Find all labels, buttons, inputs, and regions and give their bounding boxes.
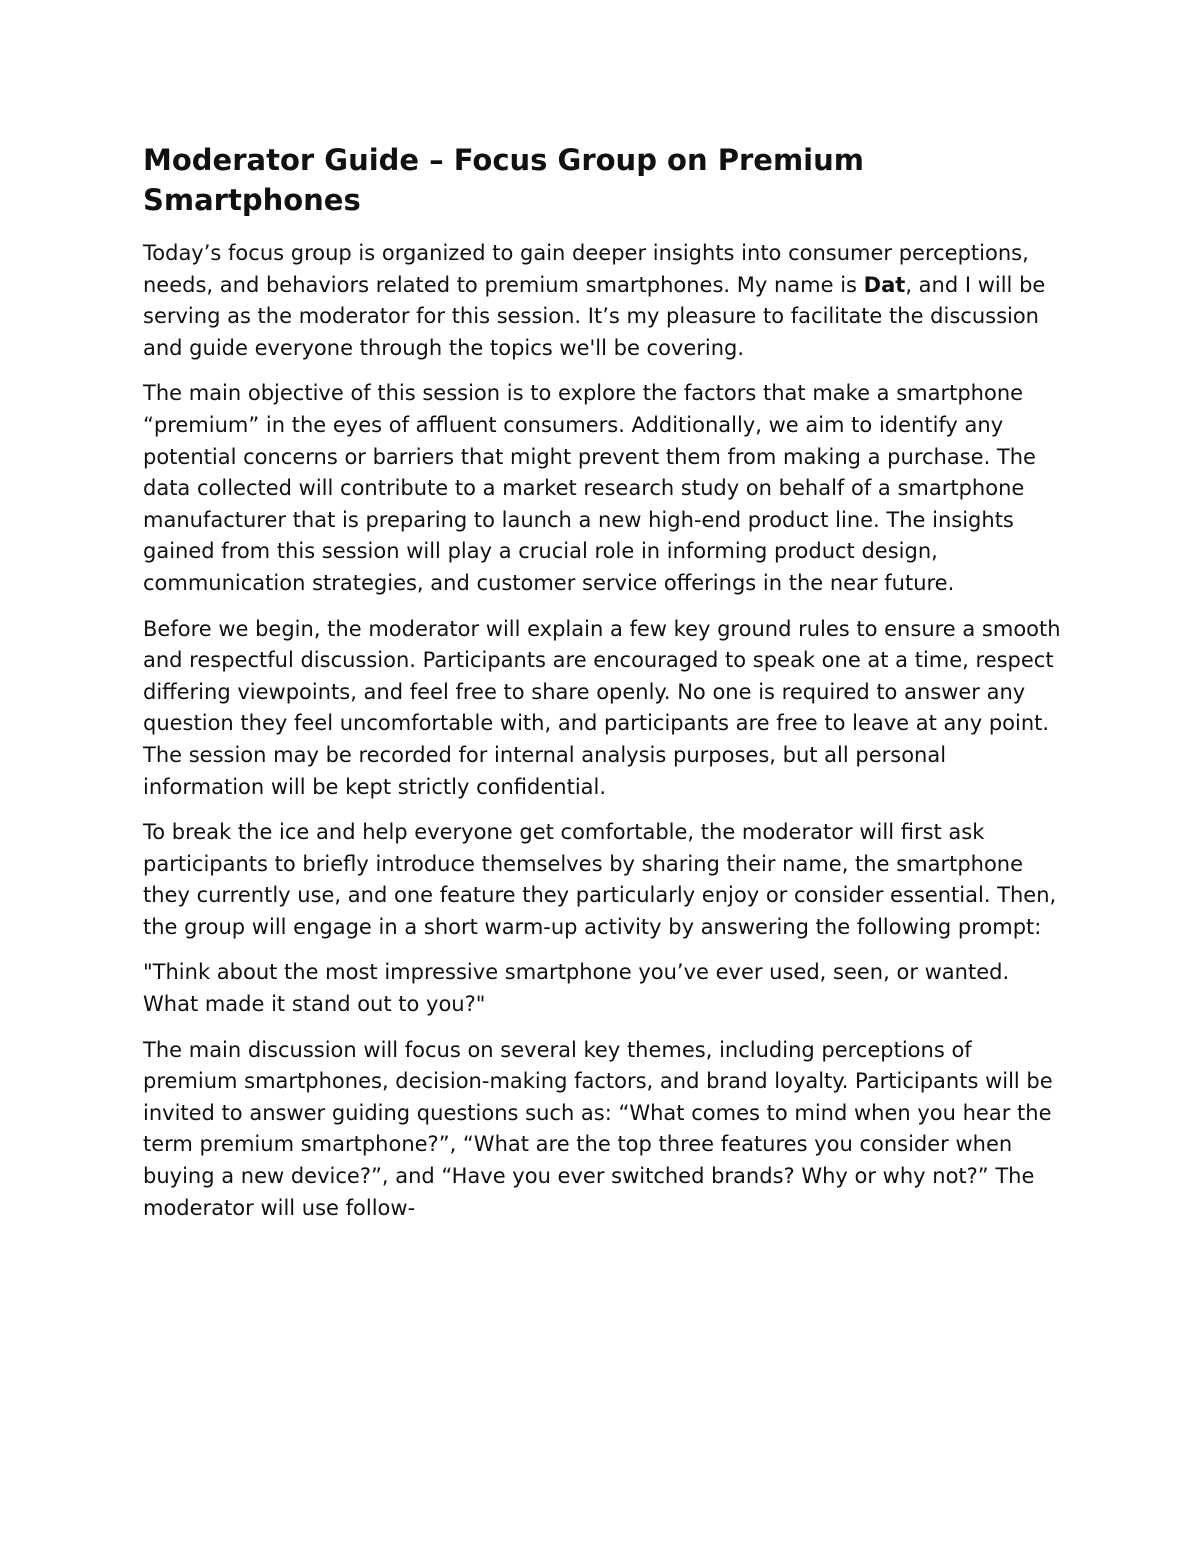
warmup-prompt-paragraph: "Think about the most impressive smartphone you’ve ever used, seen, or wanted. What made it stand out to you?" — [143, 960, 1010, 1017]
icebreaker-paragraph: To break the ice and help everyone get comfortable, the moderator will first ask participants to briefly introduce themselves by sharing their name, the smartphone they currently use, and one feature they particularly enjoy or consider essential. Then, the group will engage in a short warm-up activity by answering the following prompt: — [143, 820, 1057, 939]
document-title: Moderator Guide – Focus Group on Premium Smartphones — [143, 143, 864, 217]
intro-text-after-name: , and I will be serving as the moderator for this session. It’s my pleasure to facilitate the discussion and guide everyone through the topics we'll be covering. — [143, 272, 1046, 360]
ground-rules-paragraph: Before we begin, the moderator will explain a few key ground rules to ensure a smooth and respectful discussion. Participants are encouraged to speak one at a time, respect differing viewpoints, and feel free to share openly. No one is required to answer any question they feel uncomfortable with, and participants are free to leave at any point. The session may be recorded for internal analysis purposes, but all personal information will be kept strictly confidential. — [143, 616, 1061, 799]
objective-paragraph: The main objective of this session is to explore the factors that make a smartphone “premium” in the eyes of affluent consumers. Additionally, we aim to identify any potential concerns or barriers that might prevent them from making a purchase. The data collected will contribute to a market research study on behalf of a smartphone manufacturer that is preparing to launch a new high-end product line. The insights gained from this session will play a crucial role in informing product design, communication strategies, and customer service offerings in the near future. — [143, 381, 1036, 595]
main-discussion-paragraph: The main discussion will focus on several key themes, including perceptions of premium smartphones, decision-making factors, and brand loyalty. Participants will be invited to answer guiding questions such as: “What comes to mind when you hear the term premium smartphone?”, “What are the top three features you consider when buying a new device?”, and “Have you ever switched brands? Why or why not?” The moderator will use follow- — [143, 1037, 1053, 1220]
intro-text-before-name: Today’s focus group is organized to gain deeper insights into consumer perceptions, needs, and behaviors related to premium smartphones. My name is — [143, 241, 1029, 297]
document-page — [143, 140, 1068, 1238]
moderator-name: Dat — [863, 272, 906, 297]
intro-paragraph — [143, 238, 1068, 364]
